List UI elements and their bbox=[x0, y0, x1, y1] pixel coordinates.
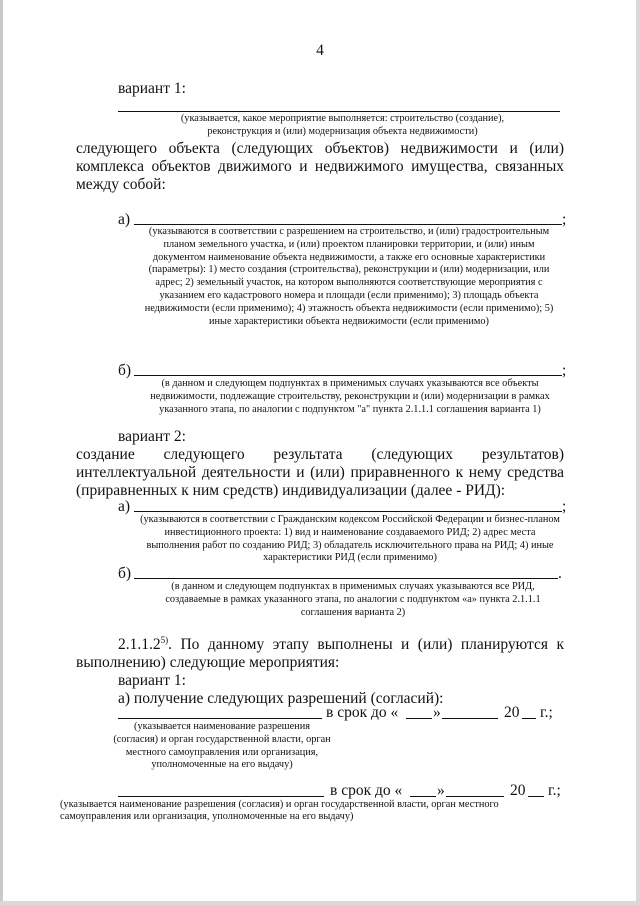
clause-2-1-1-2-line-1 bbox=[118, 636, 564, 654]
rid-text-line-2: интеллектуальной деятельности и (или) приравненного к нему средства bbox=[76, 464, 564, 481]
item-a-label: а) bbox=[118, 211, 131, 228]
clause-2-1-1-2-line-2: выполнению) следующие мероприятия: bbox=[76, 654, 340, 671]
measure-blank-line[interactable] bbox=[118, 111, 560, 112]
objects-text-line-2: комплекса объектов движимого и недвижимого имущества, связанных bbox=[76, 158, 564, 175]
clause-footnote-ref: 5) bbox=[160, 634, 169, 645]
clause-text: . По данному этапу выполнены и (или) планируются к bbox=[168, 636, 564, 653]
permit-2-deadline-text: в срок до « bbox=[330, 782, 403, 799]
permit-2-name-line[interactable] bbox=[118, 796, 324, 797]
item-b2-blank-line[interactable] bbox=[134, 578, 558, 579]
permit-1-year-suffix: г.; bbox=[540, 704, 553, 721]
variant-1-label: вариант 1: bbox=[118, 80, 186, 97]
objects-text-line-1: следующего объекта (следующих объектов) недвижимости и (или) bbox=[76, 140, 564, 157]
clause-number: 2.1.1.2 bbox=[118, 636, 161, 653]
scan-edge-right bbox=[636, 0, 640, 905]
item-b-label: б) bbox=[118, 362, 132, 379]
item-b2-label: б) bbox=[118, 565, 132, 582]
permits-label: а) получение следующих разрешений (согласий): bbox=[118, 690, 444, 707]
permit-2-quote-close: » bbox=[437, 782, 445, 799]
permit-2-month-line[interactable] bbox=[446, 796, 504, 797]
rid-text-line-1: создание следующего результата (следующих результатов) bbox=[76, 446, 564, 463]
permit-2-year-line[interactable] bbox=[528, 796, 544, 797]
permit-2-year-prefix: 20 bbox=[510, 782, 526, 799]
item-b-note: (в данном и следующем подпунктах в применимых случаях указываются все объекты недвижимости, подлежащие строительству, реконструкции и (или) модернизации в рамках указанного этапа, по аналогии с подпунктом "а" пункта 2.1.1.1 соглашения варианта 1) bbox=[150, 378, 550, 415]
permit-2-note-line-1: (указывается наименование разрешения (согласия) и орган государственной власти, орган местного bbox=[60, 799, 499, 810]
item-a-note: (указываются в соответствии с разрешением на строительство, и (или) градостроительным планом земельного участка, и (или) проектом планировки территории, и (или) иным документом наименование объекта недвижимости, а также его основные характеристики (параметры): 1) место создания (строительства), реконструкции и (или) модернизации, или адрес; 2) земельный участок, на котором выполняются соответствующие мероприятия с указанием его кадастрового номера и площади (если применимо); 3) площадь объекта недвижимости (если применимо); 4) этажность объекта недвижимости (если применимо); 5) иные характеристики объекта недвижимости (если применимо) bbox=[144, 226, 554, 327]
item-a-blank-line[interactable] bbox=[134, 224, 562, 225]
permit-1-note: (указывается наименование разрешения (согласия) и орган государственной власти, орган местного самоуправления или организация, уполномоченные на его выдачу) bbox=[113, 721, 331, 771]
permit-2-day-line[interactable] bbox=[410, 796, 436, 797]
permit-1-year-line[interactable] bbox=[522, 718, 536, 719]
scan-edge-left bbox=[0, 0, 3, 905]
item-a-semicolon: ; bbox=[562, 211, 567, 228]
permit-2-note-line-2: самоуправления или организация, уполномоченные на его выдачу) bbox=[60, 811, 354, 822]
permit-1-day-line[interactable] bbox=[406, 718, 432, 719]
item-b-blank-line[interactable] bbox=[134, 375, 562, 376]
variant-1b-label: вариант 1: bbox=[118, 672, 186, 689]
item-b-semicolon: ; bbox=[562, 362, 567, 379]
permit-1-month-line[interactable] bbox=[442, 718, 498, 719]
measure-note: (указывается, какое мероприятие выполняется: строительство (создание), реконструкция и (или) модернизация объекта недвижимости) bbox=[180, 113, 505, 137]
item-a2-blank-line[interactable] bbox=[134, 511, 562, 512]
item-a2-semicolon: ; bbox=[562, 498, 567, 515]
rid-text-line-3: (приравненных к ним средств) индивидуализации (далее - РИД): bbox=[76, 482, 506, 499]
item-b2-period: . bbox=[558, 565, 562, 582]
scan-edge-bottom bbox=[0, 901, 640, 905]
variant-2-label: вариант 2: bbox=[118, 428, 186, 445]
permit-1-quote-close: » bbox=[433, 704, 441, 721]
permit-1-deadline-text: в срок до « bbox=[326, 704, 399, 721]
permit-2-year-suffix: г.; bbox=[548, 782, 561, 799]
item-a2-note: (указываются в соответствии с Гражданским кодексом Российской Федерации и бизнес-планом инвестиционного проекта: 1) вид и наименование создаваемого РИД; 2) адрес места выполнения работ по созданию РИД; 3) обладатель исключительного права на РИД; 4) иные характеристики РИД (если применимо) bbox=[140, 514, 560, 564]
objects-text-line-3: между собой: bbox=[76, 176, 166, 193]
permit-1-year-prefix: 20 bbox=[504, 704, 520, 721]
page-number: 4 bbox=[316, 42, 324, 59]
item-b2-note: (в данном и следующем подпунктах в применимых случаях указываются все РИД, создаваемые в рамках указанного этапа, по аналогии с подпунктом «а» пункта 2.1.1.1 соглашения варианта 2) bbox=[165, 581, 541, 618]
item-a2-label: а) bbox=[118, 498, 131, 515]
permit-1-name-line[interactable] bbox=[118, 718, 322, 719]
